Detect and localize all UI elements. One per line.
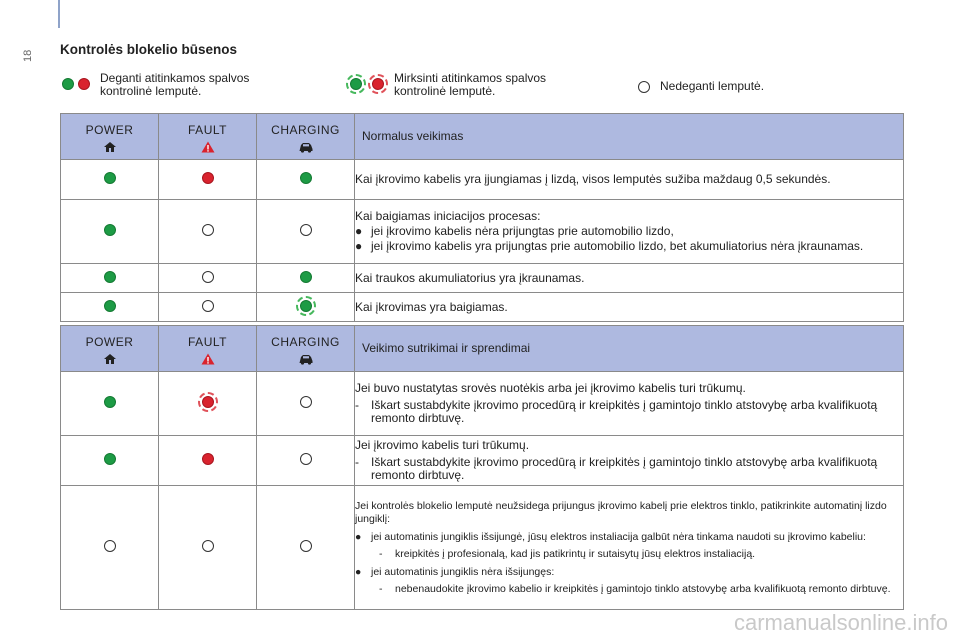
table-row bbox=[61, 436, 904, 486]
power-column-header: POWER bbox=[61, 326, 159, 372]
fault-led-icon bbox=[202, 271, 214, 283]
house-icon bbox=[103, 353, 117, 365]
fault-column-header: FAULT bbox=[159, 114, 257, 160]
charging-led-icon bbox=[300, 224, 312, 236]
legend-blink-line1: Mirksinti atitinkamos spalvos bbox=[394, 71, 547, 85]
legend bbox=[0, 72, 960, 102]
charging-led-icon bbox=[300, 271, 312, 283]
charging-led-icon bbox=[300, 540, 312, 552]
charging-led-icon bbox=[300, 172, 312, 184]
red-blink-led-icon bbox=[372, 78, 384, 90]
fault-led-icon bbox=[202, 172, 214, 184]
legend-blinking bbox=[346, 72, 546, 98]
watermark: carmanualsonline.info bbox=[733, 610, 948, 635]
page-edge-bar bbox=[58, 0, 60, 28]
car-icon bbox=[298, 353, 314, 365]
table-header-row bbox=[61, 114, 904, 160]
power-column-header: POWER bbox=[61, 114, 159, 160]
legend-off-text: Nedeganti lemputė. bbox=[660, 79, 765, 93]
warning-triangle-icon bbox=[201, 353, 215, 365]
legend-blink-line2: kontrolinė lemputė. bbox=[394, 84, 496, 98]
legend-lit bbox=[62, 72, 249, 98]
power-led-icon bbox=[104, 224, 116, 236]
table-row bbox=[61, 264, 904, 293]
row-description: Jei kontrolės blokelio lemputė neužsidega prijungus įkrovimo kabelį prie elektros tinklo, patikrinkite automatinį lizdo jungiklį: ● jei automatinis jungiklis išsijungė, jūsų elektros instaliacija galbūt nėra tinkama naudoti su įkrovimo kabeliu: - kreipkitės į profesionalą, kad jis patikrintų ir sutaisytų jūsų elektros instaliaciją. ● jei automatinis jungiklis nėra išsijungęs: - nebenaudokite įkrovimo kabelio ir kreipkitės į gamintojo tinklo atstovybę arba kvalifikuotą remonto dirbtuvę. bbox=[355, 486, 904, 610]
table-row bbox=[61, 160, 904, 200]
fault-blink-led-icon bbox=[202, 396, 214, 408]
power-led-icon bbox=[104, 172, 116, 184]
page-title: Kontrolės blokelio būsenos bbox=[60, 42, 238, 57]
table-heading: Veikimo sutrikimai ir sprendimai bbox=[355, 326, 904, 372]
charging-column-header: CHARGING bbox=[257, 114, 355, 160]
warning-triangle-icon bbox=[201, 141, 215, 153]
house-icon bbox=[103, 141, 117, 153]
fault-column-header: FAULT bbox=[159, 326, 257, 372]
normal-operation-table bbox=[60, 113, 904, 322]
green-blink-led-icon bbox=[350, 78, 362, 90]
legend-lit-line2: kontrolinė lemputė. bbox=[100, 84, 202, 98]
charging-blink-led-icon bbox=[300, 300, 312, 312]
row-description: Kai įkrovimo kabelis yra įjungiamas į lizdą, visos lemputės sužiba maždaug 0,5 sekundės. bbox=[355, 160, 904, 200]
power-led-icon bbox=[104, 453, 116, 465]
charging-led-icon bbox=[300, 396, 312, 408]
off-led-icon bbox=[638, 81, 650, 93]
green-lit-led-icon bbox=[62, 78, 74, 90]
row-description: Jei įkrovimo kabelis turi trūkumų. - Iškart sustabdykite įkrovimo procedūrą ir kreipkitės į gamintojo tinklo atstovybę arba kvalifikuotą remonto dirbtuvę. bbox=[355, 436, 904, 486]
table-header-row bbox=[61, 326, 904, 372]
row-description: Kai baigiamas iniciacijos procesas: ● jei įkrovimo kabelis nėra prijungtas prie automobilio lizdo, ● jei įkrovimo kabelis yra prijungtas prie automobilio lizdo, bet akumuliatorius nėra įkraunamas. bbox=[355, 200, 904, 264]
table-row bbox=[61, 200, 904, 264]
table-row bbox=[61, 372, 904, 436]
row-description: Kai traukos akumuliatorius yra įkraunamas. bbox=[355, 264, 904, 293]
power-led-icon bbox=[104, 300, 116, 312]
legend-lit-line1: Deganti atitinkamos spalvos bbox=[100, 71, 250, 85]
page-number: 18 bbox=[22, 49, 34, 62]
legend-off bbox=[638, 80, 764, 93]
fault-led-icon bbox=[202, 540, 214, 552]
power-led-icon bbox=[104, 396, 116, 408]
fault-led-icon bbox=[202, 224, 214, 236]
fault-led-icon bbox=[202, 453, 214, 465]
power-led-icon bbox=[104, 540, 116, 552]
charging-led-icon bbox=[300, 453, 312, 465]
row-description: Jei buvo nustatytas srovės nuotėkis arba jei įkrovimo kabelis turi trūkumų. - Iškart sustabdykite įkrovimo procedūrą ir kreipkitės į gamintojo tinklo atstovybę arba kvalifikuotą remonto dirbtuvę. bbox=[355, 372, 904, 436]
red-lit-led-icon bbox=[78, 78, 90, 90]
charging-column-header: CHARGING bbox=[257, 326, 355, 372]
table-row bbox=[61, 486, 904, 610]
car-icon bbox=[298, 141, 314, 153]
table-row bbox=[61, 293, 904, 322]
row-description: Kai įkrovimas yra baigiamas. bbox=[355, 293, 904, 322]
fault-led-icon bbox=[202, 300, 214, 312]
table-heading: Normalus veikimas bbox=[355, 114, 904, 160]
fault-table bbox=[60, 325, 904, 610]
power-led-icon bbox=[104, 271, 116, 283]
